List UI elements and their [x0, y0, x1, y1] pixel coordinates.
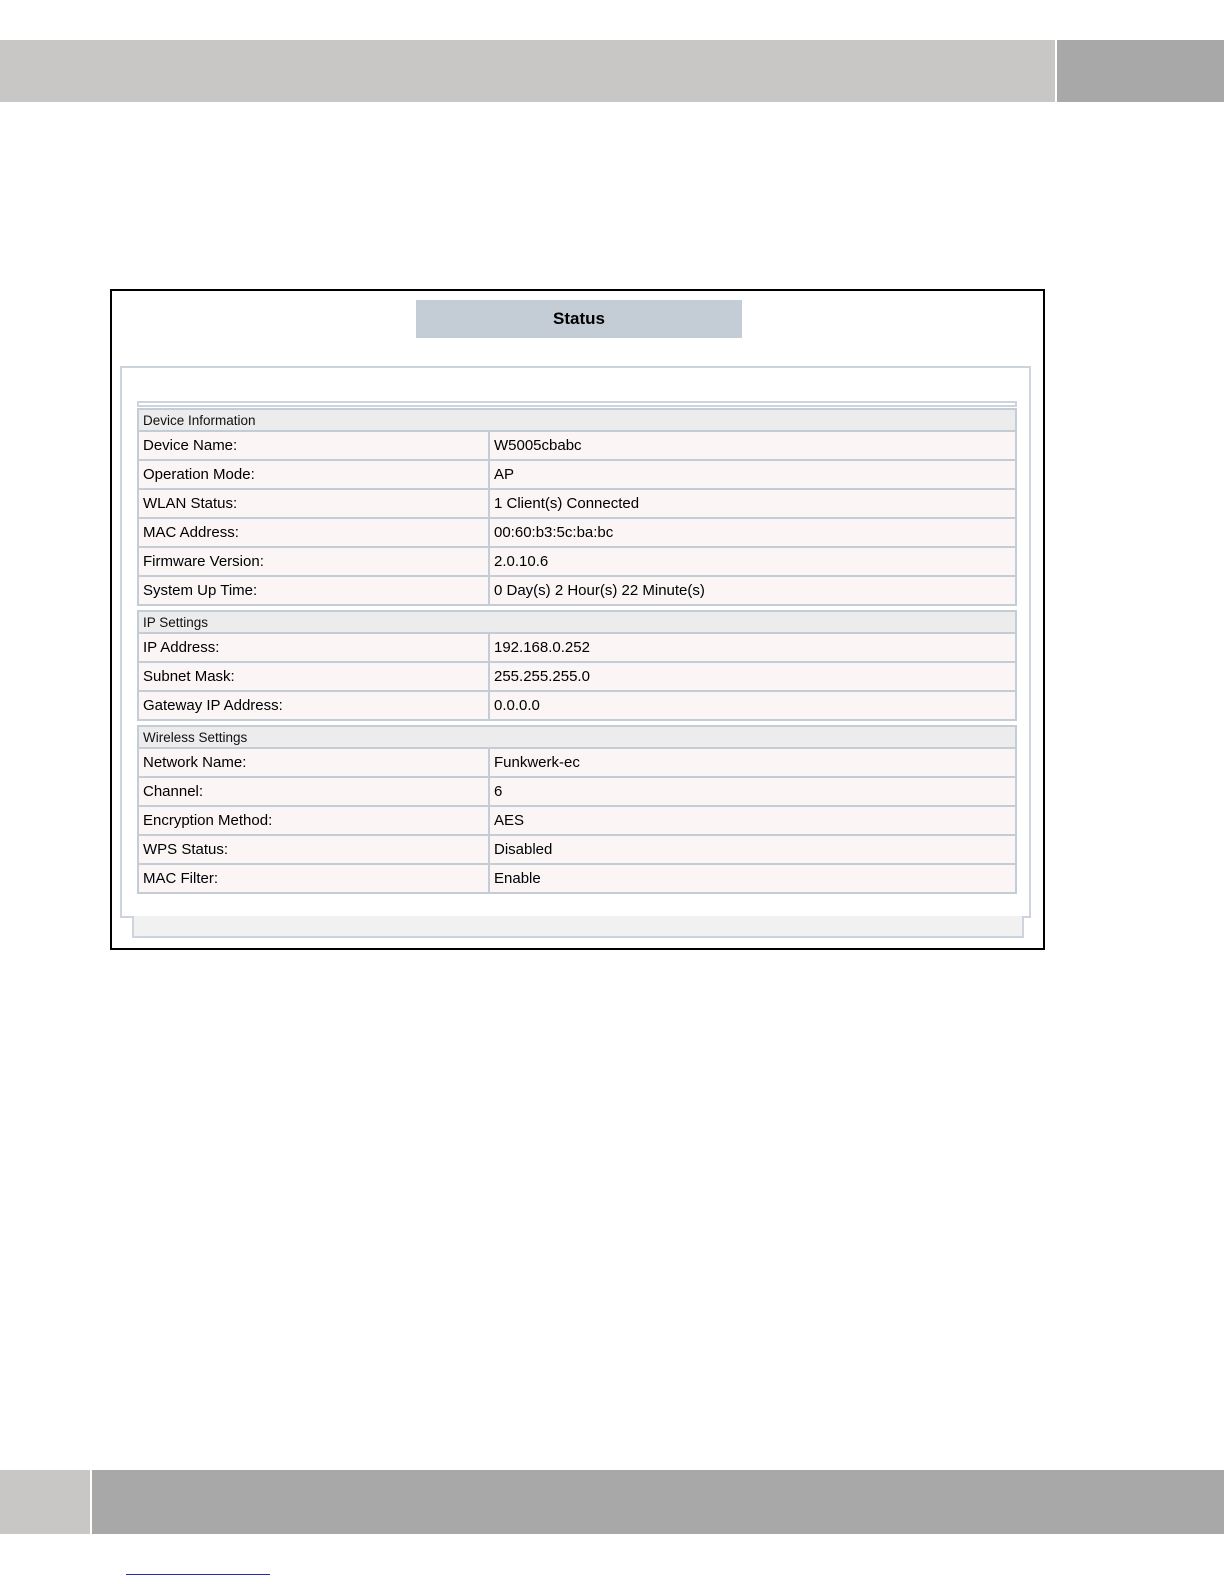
- row-value: 2.0.10.6: [494, 553, 549, 570]
- page-title: Status: [416, 300, 742, 338]
- row-label: Network Name:: [139, 749, 490, 776]
- row-label: Operation Mode:: [139, 461, 490, 488]
- row-value: 1 Client(s) Connected: [494, 495, 640, 512]
- row-value: 255.255.255.0: [494, 668, 590, 685]
- row-label: Device Name:: [139, 432, 490, 459]
- row-label: WLAN Status:: [139, 490, 490, 517]
- row-label: Firmware Version:: [139, 548, 490, 575]
- table-row: [139, 634, 1015, 663]
- row-value: Disabled: [494, 841, 553, 858]
- row-label: Subnet Mask:: [139, 663, 490, 690]
- header-band: [0, 40, 1055, 102]
- section-wireless-settings: [137, 725, 1017, 894]
- row-label: Gateway IP Address:: [139, 692, 490, 719]
- section-header: IP Settings: [139, 612, 1015, 634]
- row-value: 00:60:b3:5c:ba:bc: [494, 524, 614, 541]
- table-row: [139, 663, 1015, 692]
- status-screenshot: [110, 289, 1045, 950]
- row-label: MAC Address:: [139, 519, 490, 546]
- status-panel: [120, 366, 1031, 918]
- row-label: IP Address:: [139, 634, 490, 661]
- section-device-information: [137, 408, 1017, 606]
- table-row: [139, 519, 1015, 548]
- row-label: MAC Filter:: [139, 865, 490, 892]
- row-value: Funkwerk-ec: [494, 754, 580, 771]
- table-row: [139, 836, 1015, 865]
- status-sections: [137, 408, 1017, 898]
- row-value: 0.0.0.0: [494, 697, 540, 714]
- row-value: AP: [494, 466, 515, 483]
- table-row: [139, 548, 1015, 577]
- row-value: W5005cbabc: [494, 437, 582, 454]
- table-row: [139, 865, 1015, 892]
- row-value: 6: [494, 783, 503, 800]
- header-band-tab: [1057, 40, 1224, 102]
- table-row: [139, 778, 1015, 807]
- table-row: [139, 461, 1015, 490]
- table-row: [139, 490, 1015, 519]
- row-label: WPS Status:: [139, 836, 490, 863]
- row-label: Encryption Method:: [139, 807, 490, 834]
- section-header: Device Information: [139, 410, 1015, 432]
- section-header: Wireless Settings: [139, 727, 1015, 749]
- footer-band-tab: [0, 1470, 90, 1534]
- table-row: [139, 692, 1015, 719]
- row-label: Channel:: [139, 778, 490, 805]
- row-value: 0 Day(s) 2 Hour(s) 22 Minute(s): [494, 582, 705, 599]
- table-row: [139, 432, 1015, 461]
- row-value: Enable: [494, 870, 541, 887]
- table-row: [139, 749, 1015, 778]
- table-row: [139, 577, 1015, 604]
- section-ip-settings: [137, 610, 1017, 721]
- row-value: AES: [494, 812, 525, 829]
- row-label: System Up Time:: [139, 577, 490, 604]
- row-value: 192.168.0.252: [494, 639, 590, 656]
- table-row: [139, 807, 1015, 836]
- footer-band: [92, 1470, 1224, 1534]
- panel-footer: [132, 916, 1024, 938]
- panel-top-rule: [137, 401, 1017, 407]
- footer-rule: [126, 1574, 270, 1575]
